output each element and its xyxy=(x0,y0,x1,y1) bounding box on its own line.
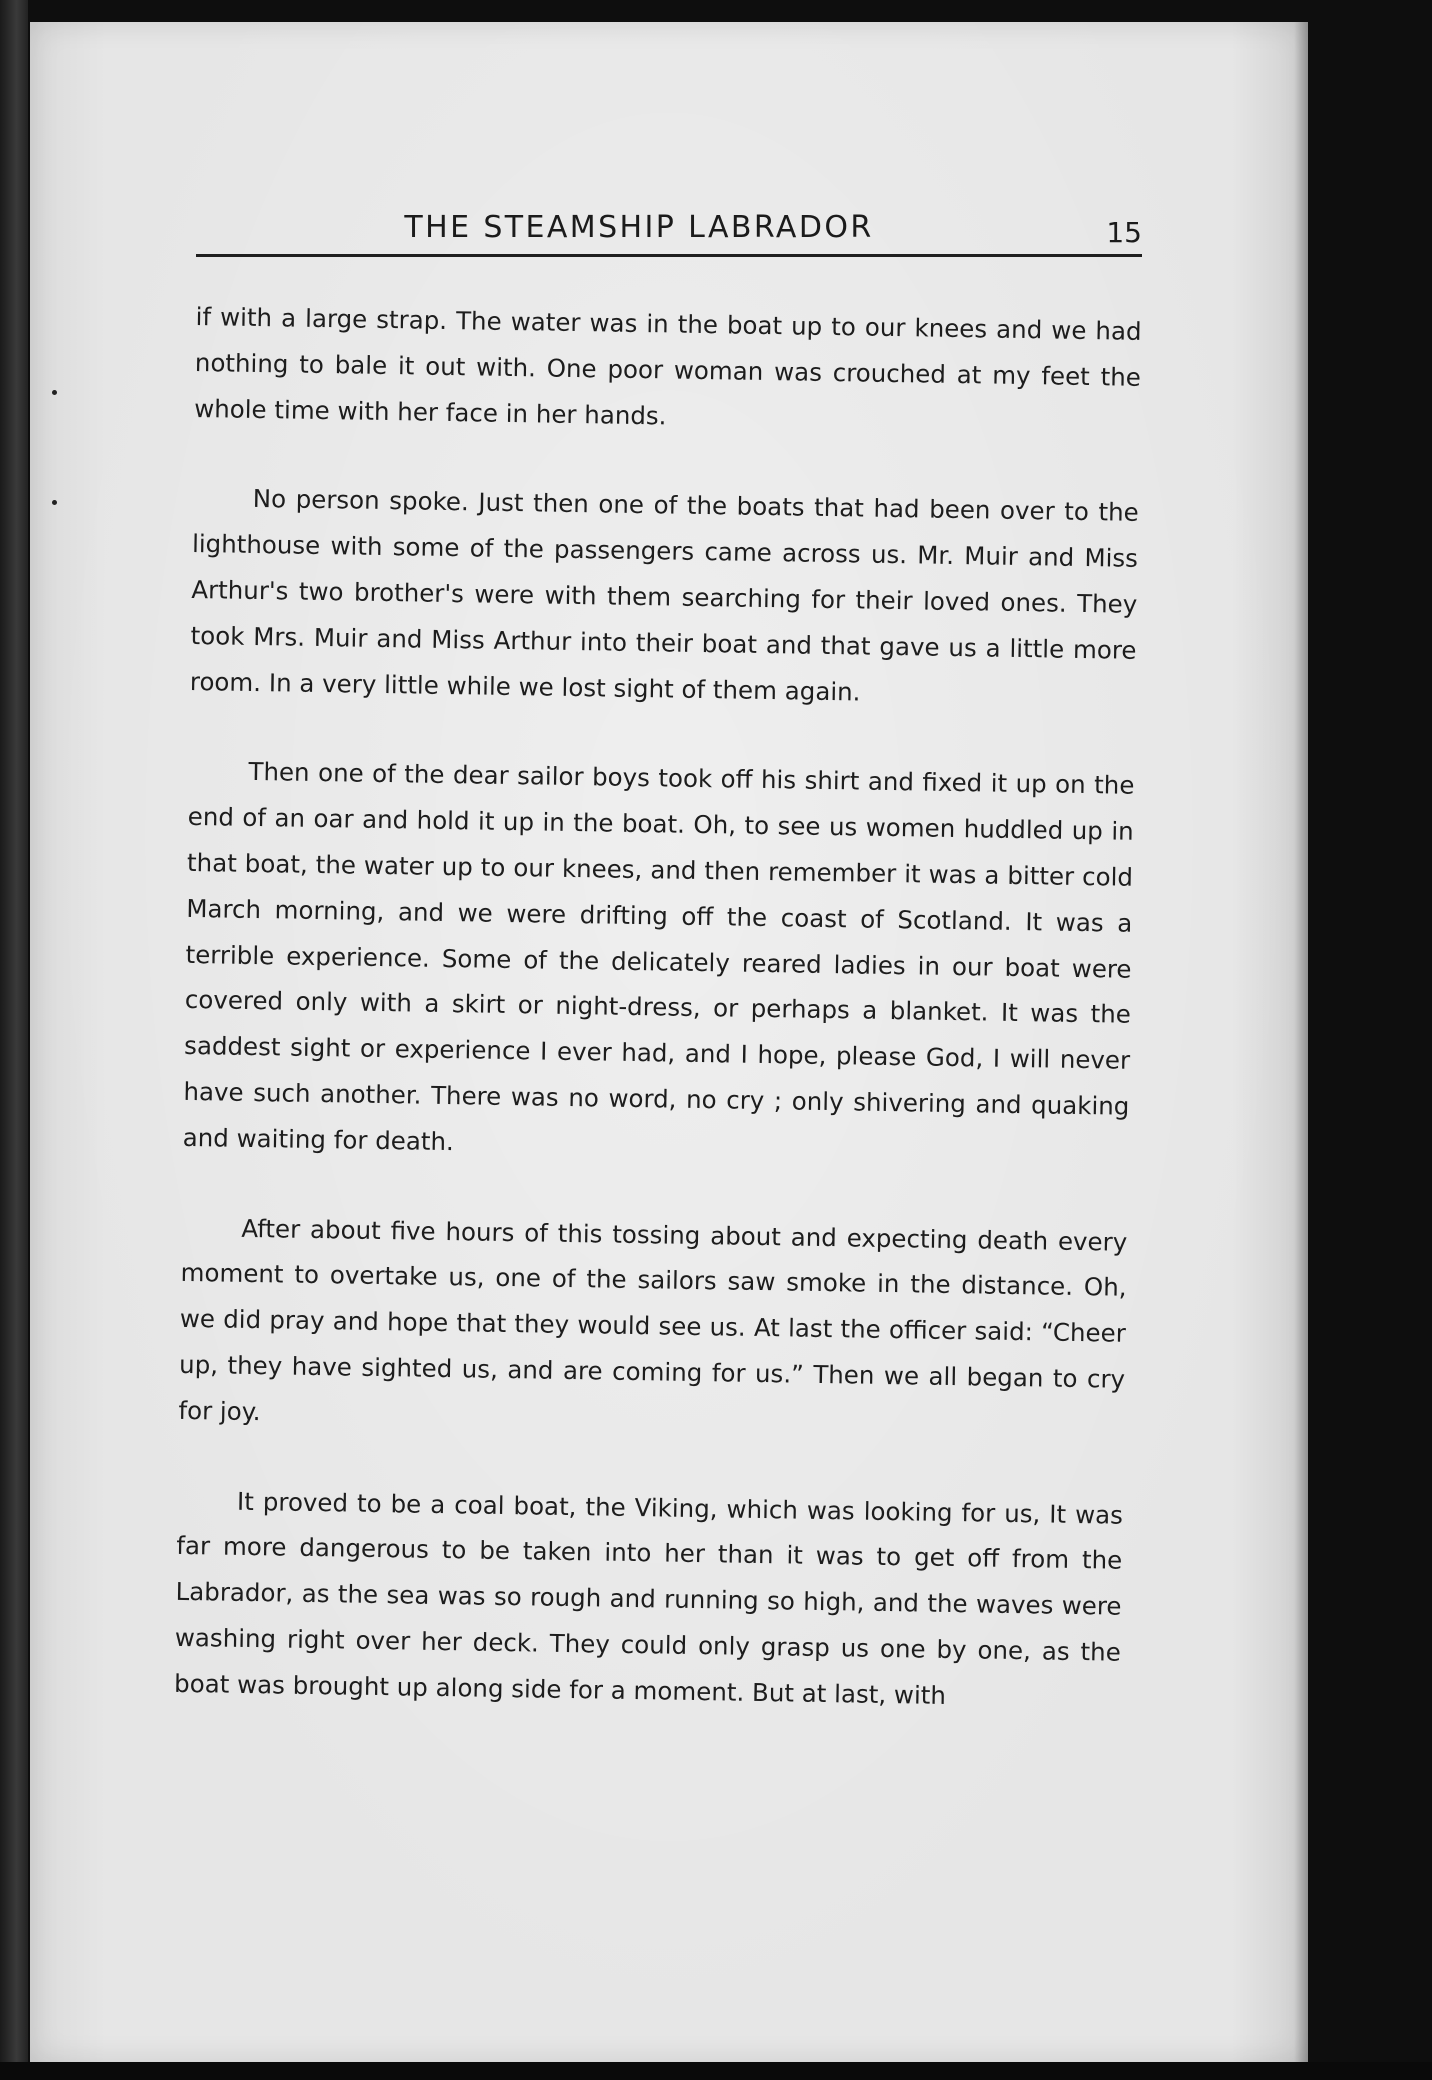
paragraph: if with a large strap. The water was in the boat up to our knees and we had nothing to bale it out with. One poor woman was crouched at my feet the whole time with her face in her hands. xyxy=(193,301,1142,430)
paper-speck xyxy=(52,390,57,395)
running-title: THE STEAMSHIP LABRADOR xyxy=(404,210,874,245)
paper-speck xyxy=(52,500,57,505)
page-number: 15 xyxy=(1106,216,1142,249)
paragraph: Then one of the dear sailor boys took off his shirt and fixed it up on the end of an oar and hold it up in the boat. Oh, to see us women huddled up in that boat, the water up to our knees, and then remember it was a bitter cold March morning, and we were drifting off the coast of Scotland. It was a terrible experience. Some of the delicately reared ladies in our boat were covered only with a skirt or night-dress, or perhaps a blanket. It was the saddest sight or experience I ever had, and I hope, please God, I will never have such another. There was no word, no cry ; only shivering and quaking and waiting for death. xyxy=(182,757,1135,1156)
book-page xyxy=(30,22,1308,2062)
page-edge-shadow xyxy=(1294,22,1308,2062)
body-text xyxy=(174,294,1142,1721)
paragraph: No person spoke. Just then one of the boats that had been over to the lighthouse with some of the passengers came across us. Mr. Muir and Miss Arthur's two brother's were with them searching for their loved ones. They took Mrs. Muir and Miss Arthur into their boat and that gave us a little more room. In a very little while we lost sight of them again. xyxy=(189,484,1139,707)
scan-bottom-edge xyxy=(0,2062,1432,2080)
paragraph: It proved to be a coal boat, the Viking, which was looking for us, It was far more dangerous to be taken into her than it was to get off from the Labrador, as the sea was so rough and running so high, and the waves were washing right over her deck. They could only grasp us one by one, as the boat was brought up along side for a moment. But at last, with xyxy=(173,1486,1124,1710)
page-header xyxy=(196,186,1142,256)
header-rule xyxy=(196,254,1142,257)
paragraph: After about five hours of this tossing about and expecting death every moment to overtake us, one of the sailors saw smoke in the distance. Oh, we did pray and hope that they would see us. At last the officer said: “Cheer up, they have sighted us, and are coming for us.” Then we all began to cry for joy. xyxy=(178,1213,1128,1426)
page-left-edge xyxy=(0,0,28,2080)
